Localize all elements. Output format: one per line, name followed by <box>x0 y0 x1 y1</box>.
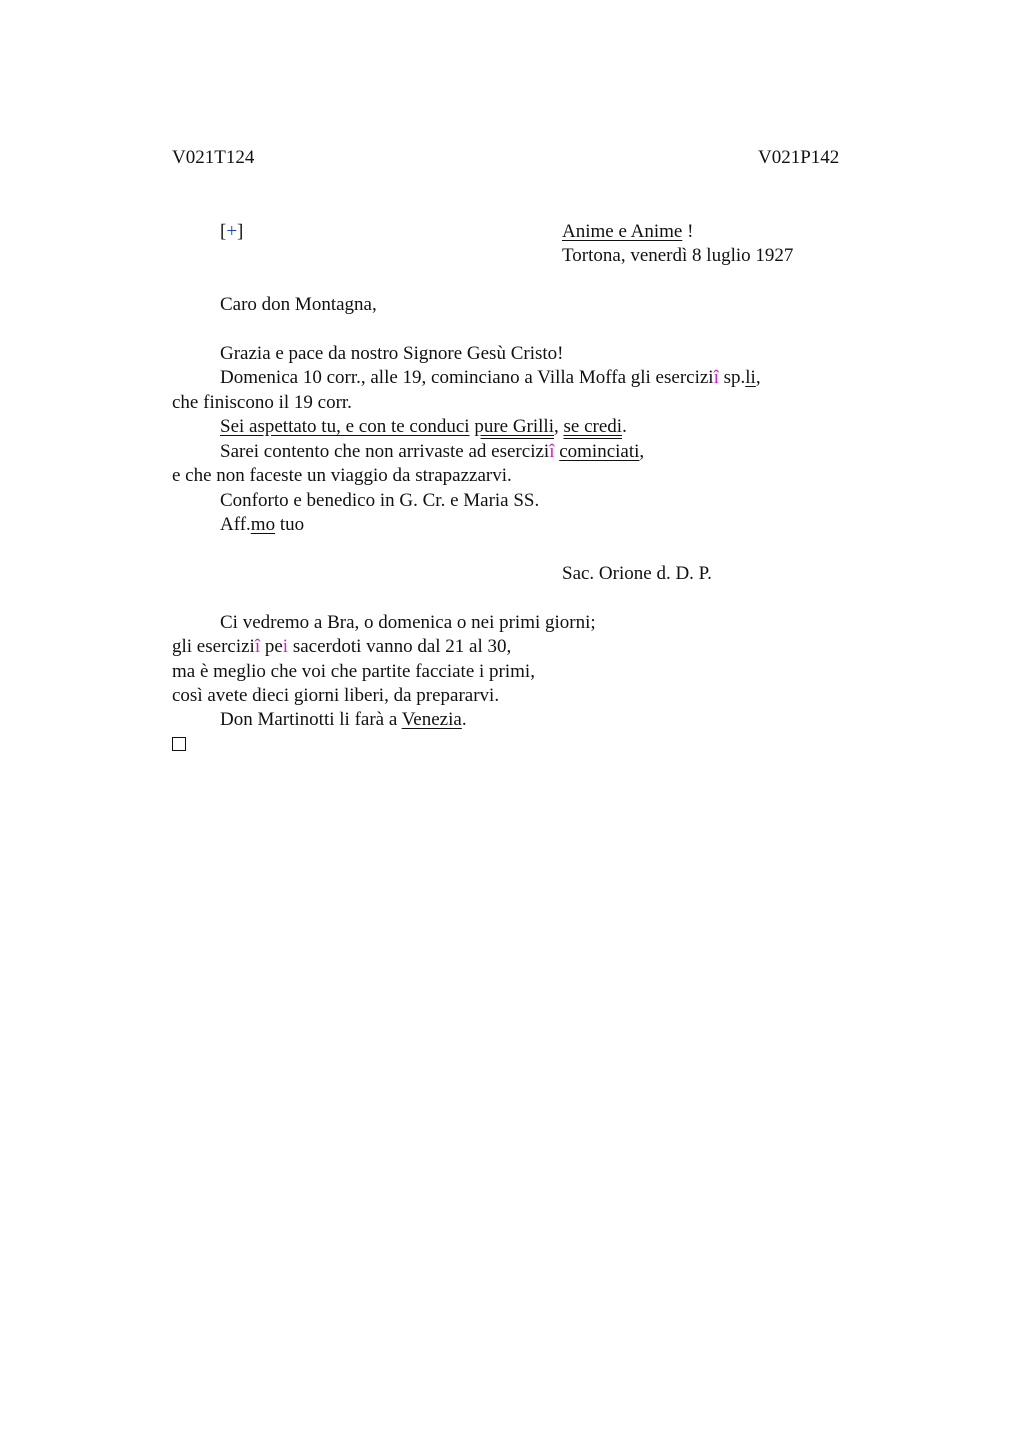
p3-underlined: cominciati <box>559 441 640 462</box>
header-left-code: V021T124 <box>172 147 255 168</box>
ps5-c: . <box>461 709 467 730</box>
salutation: Caro don Montagna, <box>220 294 377 315</box>
ps2-mark-2: i <box>282 636 289 657</box>
p1-comma: , <box>755 367 761 388</box>
paragraph-1 <box>220 366 761 390</box>
postscript-line-1: Ci vedremo a Bra, o domenica o nei primi giorni; <box>220 612 596 633</box>
p3-comma: , <box>639 441 645 462</box>
p3-mark: î <box>549 441 555 462</box>
ps5-underlined: Venezia <box>401 709 462 730</box>
greeting: Grazia e pace da nostro Signore Gesù Cristo! <box>220 343 564 364</box>
ps5-a: Don Martinotti li farà a <box>220 709 402 730</box>
motto <box>562 220 693 244</box>
square-outline-icon <box>172 737 186 751</box>
p2-end: . <box>622 416 627 437</box>
place-date: Tortona, venerdì 8 luglio 1927 <box>562 245 794 266</box>
header-right-code: V021P142 <box>758 147 840 168</box>
ps2-mark: î <box>254 636 261 657</box>
marker-close: ] <box>237 221 244 242</box>
closing-superscript: mo <box>250 514 276 535</box>
paragraph-3-cont: e che non faceste un viaggio da strapazzarvi. <box>172 465 512 486</box>
paragraph-4: Conforto e benedico in G. Cr. e Maria SS. <box>220 490 540 511</box>
p2-text-d: se credi <box>563 416 623 437</box>
p1-abbr: sp. <box>718 367 746 388</box>
p1-superscript: li <box>745 367 756 388</box>
postscript-line-3: ma è meglio che voi che partite facciate i primi, <box>172 661 535 682</box>
marker-open: [ <box>220 221 227 242</box>
ps2-c: sacerdoti vanno dal 21 al 30, <box>288 636 512 657</box>
p1-text: Domenica 10 corr., alle 19, cominciano a Villa Moffa gli esercizi <box>220 367 714 388</box>
paragraph-3 <box>220 440 644 464</box>
p1-mark: î <box>713 367 719 388</box>
editorial-marker <box>220 220 243 244</box>
closing-a: Aff. <box>220 514 251 535</box>
ps2-a: gli esercizi <box>172 636 255 657</box>
marker-plus: + <box>226 221 238 242</box>
motto-suffix: ! <box>682 221 694 242</box>
postscript-line-4: così avete dieci giorni liberi, da prepararvi. <box>172 685 500 706</box>
closing-c: tuo <box>275 514 305 535</box>
motto-text: Animе e Anime <box>562 221 683 242</box>
paragraph-1-cont: che finiscono il 19 corr. <box>172 392 352 413</box>
p2-sep: , <box>554 416 564 437</box>
p2-text-a: Sei aspettato tu, e con te conduci <box>220 416 470 437</box>
postscript-line-2 <box>172 635 511 659</box>
paragraph-2 <box>220 415 627 439</box>
p3-text: Sarei contento che non arrivaste ad esercizi <box>220 441 550 462</box>
p2-text-b: pure Grilli <box>474 416 554 437</box>
signature: Sac. Orione d. D. P. <box>562 563 712 584</box>
ps2-b: pe <box>260 636 283 657</box>
closing <box>220 513 304 537</box>
postscript-line-5 <box>220 708 467 732</box>
